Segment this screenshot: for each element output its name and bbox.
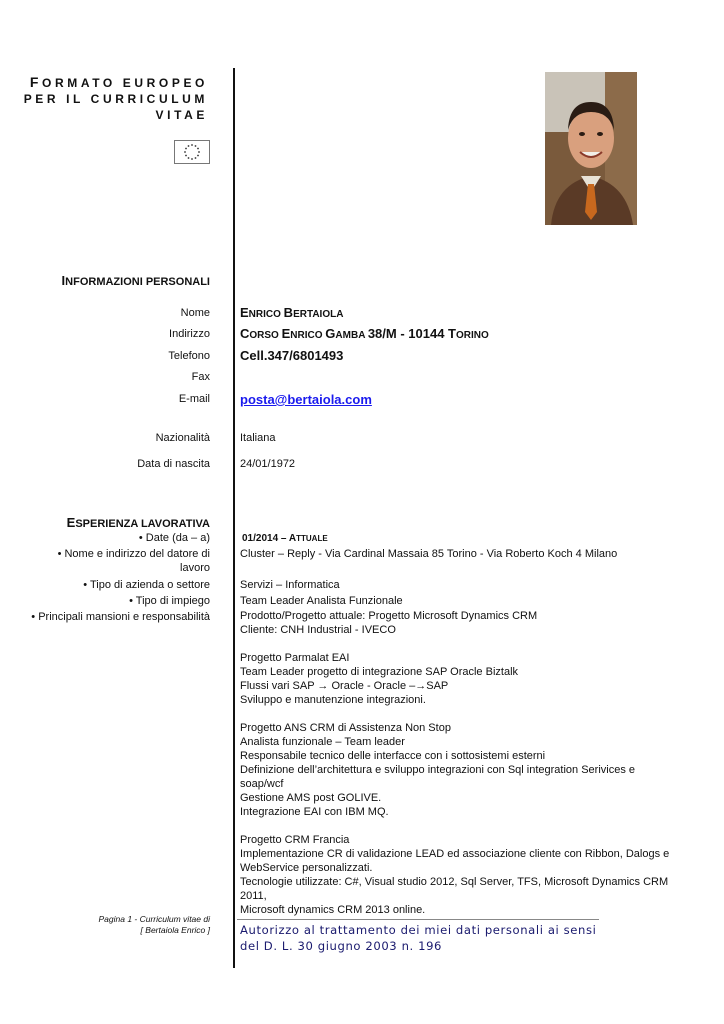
profile-photo [545, 72, 637, 225]
label-data-nascita: Data di nascita [137, 458, 210, 470]
value-date: 01/2014 – ATTUALE [242, 533, 328, 544]
mansioni-line [240, 637, 680, 651]
mansioni-line: Progetto ANS CRM di Assistenza Non Stop [240, 722, 451, 734]
label-email: E-mail [178, 393, 210, 405]
email-link[interactable]: posta@bertaiola.com [240, 392, 372, 407]
label-nome: Nome [180, 307, 210, 319]
mansioni-line: Progetto CRM Francia [240, 834, 350, 846]
mansioni-line [240, 707, 680, 721]
mansioni-line [240, 819, 680, 833]
eu-flag-icon [174, 140, 210, 164]
label-fax: Fax [191, 371, 210, 383]
section-work-experience: ESPERIENZA LAVORATIVA [66, 515, 210, 530]
label-tipo-azienda: • Tipo di azienda o settore [83, 579, 210, 591]
title-line-1: FORMATO EUROPEO [29, 74, 208, 90]
value-data-nascita: 24/01/1972 [240, 458, 296, 470]
mansioni-line: Definizione dell’architettura e sviluppo integrazioni con Sql integration Serivices e soap/wcf [240, 764, 635, 790]
mansioni-line: Responsabile tecnico delle interfacce con i sottosistemi esterni [240, 750, 546, 762]
value-tipo-azienda: Servizi – Informatica [240, 579, 340, 591]
mansioni-line: Cliente: CNH Industrial - IVECO [240, 624, 396, 636]
label-date: • Date (da – a) [138, 532, 210, 544]
privacy-statement: Autorizzo al trattamento dei miei dati personali ai sensi del D. L. 30 giugno 2003 n. 196 [240, 923, 597, 953]
mansioni-line: Progetto Parmalat EAI [240, 652, 350, 664]
label-tipo-impiego: • Tipo di impiego [129, 595, 210, 607]
mansioni-line: Microsoft dynamics CRM 2013 online. [240, 904, 426, 916]
mansioni-line: Analista funzionale – Team leader [240, 736, 405, 748]
mansioni-line: WebService personalizzati. [240, 862, 373, 874]
section-personal-info: INFORMAZIONI PERSONALI [61, 273, 210, 288]
mansioni-line: Team Leader progetto di integrazione SAP Oracle Biztalk [240, 666, 519, 678]
mansioni-line: Integrazione EAI con IBM MQ. [240, 806, 389, 818]
value-telefono: Cell.347/6801493 [240, 348, 344, 363]
value-nazionalita: Italiana [240, 432, 276, 444]
title-line-3: VITAE [155, 108, 208, 122]
label-mansioni: • Principali mansioni e responsabilità [31, 611, 210, 623]
page-footer: Pagina 1 - Curriculum vitae di [ Bertaiola Enrico ] [98, 914, 210, 935]
value-nome: ENRICO BERTAIOLA [240, 305, 344, 320]
mansioni-block [240, 609, 680, 917]
label-nazionalita: Nazionalità [155, 432, 210, 444]
label-indirizzo: Indirizzo [169, 328, 210, 340]
value-datore: Cluster – Reply - Via Cardinal Massaia 85 Torino - Via Roberto Koch 4 Milano [240, 548, 618, 560]
value-indirizzo: CORSO ENRICO GAMBA 38/M - 10144 TORINO [240, 326, 489, 341]
mansioni-line: Sviluppo e manutenzione integrazioni. [240, 694, 426, 706]
mansioni-line: Gestione AMS post GOLIVE. [240, 792, 382, 804]
column-divider [233, 68, 235, 968]
mansioni-line: Flussi vari SAP → Oracle - Oracle –→SAP [240, 680, 449, 692]
document-title [24, 74, 208, 123]
title-line-2: PER IL CURRICULUM [23, 92, 208, 106]
mansioni-line: Tecnologie utilizzate: C#, Visual studio 2012, Sql Server, TFS, Microsoft Dynamics CRM 2011, [240, 876, 669, 902]
mansioni-line: Implementazione CR di validazione LEAD ed associazione cliente con Ribbon, Dalogs e [240, 848, 670, 860]
footer-divider [237, 919, 599, 920]
value-tipo-impiego: Team Leader Analista Funzionale [240, 595, 403, 607]
label-datore: • Nome e indirizzo del datore di lavoro [57, 548, 210, 574]
label-telefono: Telefono [168, 350, 210, 362]
mansioni-line: Prodotto/Progetto attuale: Progetto Microsoft Dynamics CRM [240, 610, 538, 622]
